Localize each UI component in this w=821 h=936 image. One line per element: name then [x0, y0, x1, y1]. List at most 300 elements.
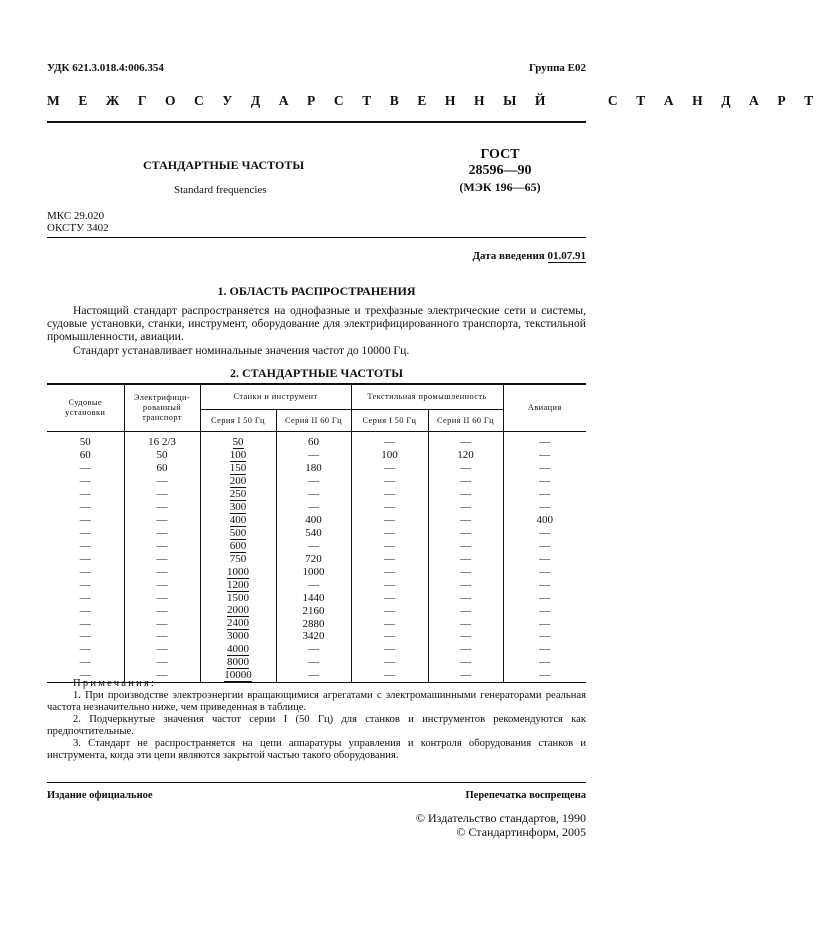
cell-textile-series2	[428, 566, 503, 579]
iec-reference: (МЭК 196—65)	[459, 180, 541, 194]
cell-aviation	[503, 540, 586, 553]
cell-machines-series2	[276, 566, 351, 579]
header-textile-series1: Серия I 50 Гц	[351, 410, 428, 432]
cell-textile-series2	[428, 540, 503, 553]
cell-machines-series1	[200, 630, 276, 643]
cell-machines-series2-value: 540	[305, 527, 322, 540]
cell-textile-series1-value: —	[384, 565, 395, 578]
cell-textile-series2	[428, 579, 503, 592]
cell-transport-value: —	[156, 591, 168, 604]
cell-textile-series2-value: —	[460, 656, 471, 669]
cell-machines-series1-value: 2000	[227, 604, 249, 617]
cell-textile-series2	[428, 604, 503, 617]
cell-textile-series1	[351, 462, 428, 475]
table-row	[47, 432, 586, 450]
cell-machines-series1-value: 3000	[227, 630, 249, 643]
cell-machines-series1-value: 10000	[224, 669, 252, 682]
cell-ship	[47, 553, 124, 566]
cell-machines-series2	[276, 432, 351, 450]
cell-machines-series1	[200, 553, 276, 566]
table-row	[47, 488, 586, 501]
cell-transport-value: 60	[156, 462, 168, 475]
cell-textile-series1	[351, 592, 428, 605]
cell-ship-value: 60	[79, 449, 91, 462]
cell-machines-series2	[276, 449, 351, 462]
cell-textile-series1-value: —	[384, 604, 395, 617]
cell-textile-series1	[351, 432, 428, 450]
cell-ship	[47, 449, 124, 462]
cell-textile-series2	[428, 592, 503, 605]
cell-textile-series2	[428, 462, 503, 475]
cell-textile-series2-value: —	[460, 643, 471, 656]
note-item: 2. Подчеркнутые значения частот серии I (50 Гц) для станков и инструментов рекомендуются как предпочтительные.	[47, 714, 586, 737]
section2-heading: 2. СТАНДАРТНЫЕ ЧАСТОТЫ	[229, 366, 404, 380]
cell-textile-series1	[351, 501, 428, 514]
cell-textile-series2-value: —	[460, 669, 471, 682]
cell-textile-series2-value: —	[460, 475, 471, 488]
cell-transport-value: —	[156, 617, 168, 630]
cell-textile-series1	[351, 540, 428, 553]
cell-machines-series1	[200, 540, 276, 553]
cell-aviation-value: 400	[536, 514, 553, 527]
cell-aviation-value: —	[539, 578, 551, 591]
udk-code: УДК 621.3.018.4:006.354	[47, 62, 164, 74]
cell-machines-series2-value: 720	[305, 553, 322, 565]
cell-aviation-value: —	[539, 488, 551, 501]
table-row	[47, 630, 586, 643]
table-row	[47, 604, 586, 617]
cell-transport	[124, 592, 200, 605]
cell-machines-series2-value: 1000	[302, 565, 325, 578]
cell-transport-value: —	[156, 540, 168, 553]
cell-machines-series1-value: 4000	[227, 643, 249, 656]
cell-textile-series1	[351, 488, 428, 501]
cell-textile-series2-value: —	[460, 553, 471, 565]
cell-transport	[124, 579, 200, 592]
cell-ship	[47, 592, 124, 605]
cell-machines-series1-value: 8000	[227, 656, 249, 669]
cell-machines-series2	[276, 656, 351, 669]
gost-label: ГОСТ	[480, 147, 520, 162]
cell-machines-series1-value: 1500	[227, 591, 249, 604]
cell-machines-series1-value: 200	[229, 475, 247, 487]
cell-ship	[47, 540, 124, 553]
cell-aviation	[503, 566, 586, 579]
cell-machines-series2	[276, 540, 351, 553]
cell-ship-value: —	[79, 591, 91, 604]
cell-aviation-value: —	[539, 656, 551, 669]
header-machines-series2: Серия II 60 Гц	[276, 410, 351, 432]
cell-transport-value: —	[156, 669, 168, 682]
table-row	[47, 527, 586, 540]
cell-aviation-value: —	[539, 604, 551, 617]
cell-machines-series1	[200, 501, 276, 514]
cell-machines-series2-value: 60	[308, 436, 319, 449]
standard-type-banner: М Е Ж Г О С У Д А Р С Т В Е Н Н Ы Й С Т А Н Д А Р Т	[47, 93, 821, 108]
cell-ship	[47, 566, 124, 579]
header-textile: Текстильная промышленность	[351, 384, 503, 410]
section1-body	[47, 304, 586, 357]
cell-machines-series1-value: 1200	[227, 578, 249, 591]
cell-transport-value: —	[156, 501, 168, 514]
group-code: Группа Е02	[528, 62, 586, 74]
cell-textile-series2-value: —	[460, 591, 471, 604]
cell-textile-series1	[351, 514, 428, 527]
cell-textile-series1-value: —	[384, 656, 395, 669]
cell-aviation-value: —	[539, 617, 551, 630]
cell-transport	[124, 432, 200, 450]
cell-aviation-value: —	[539, 501, 551, 514]
cell-transport-value: —	[156, 527, 168, 540]
cell-aviation	[503, 656, 586, 669]
cell-ship	[47, 630, 124, 643]
table-row	[47, 643, 586, 656]
oksty-code: ОКСТУ 3402	[47, 222, 109, 234]
notes	[47, 678, 586, 762]
cell-textile-series2-value: 120	[457, 449, 474, 462]
cell-aviation	[503, 514, 586, 527]
cell-aviation	[503, 604, 586, 617]
cell-textile-series1-value: —	[384, 527, 395, 540]
cell-textile-series2	[428, 488, 503, 501]
cell-machines-series1	[200, 488, 276, 501]
cell-ship-value: —	[79, 514, 91, 527]
cell-textile-series1	[351, 527, 428, 540]
cell-ship	[47, 462, 124, 475]
cell-transport	[124, 566, 200, 579]
cell-ship	[47, 475, 124, 488]
cell-ship	[47, 514, 124, 527]
cell-textile-series2-value: —	[460, 527, 471, 540]
cell-transport-value: —	[156, 656, 168, 669]
cell-textile-series1-value: —	[384, 501, 395, 514]
cell-textile-series1	[351, 630, 428, 643]
cell-ship-value: —	[79, 656, 91, 669]
cell-aviation-value: —	[539, 475, 551, 488]
cell-ship-value: —	[79, 475, 91, 488]
note-item: 3. Стандарт не распространяется на цепи аппаратуры управления и контроля оборудования станков и инструмента, когда эти цепи являются закрытой частью такого оборудования.	[47, 738, 586, 761]
cell-machines-series1	[200, 656, 276, 669]
cell-aviation-value: —	[539, 462, 551, 475]
section1-paragraph: Настоящий стандарт распространяется на однофазные и трехфазные электрические сети и системы, судовые установки, станки, инструмент, оборудование для электрифицированного транспорта, текстильной промышленности, авиации.	[47, 304, 586, 344]
cell-aviation	[503, 617, 586, 630]
cell-textile-series2-value: —	[460, 565, 471, 578]
cell-machines-series1	[200, 527, 276, 540]
header-transport: Электрифици-рованный транспорт	[124, 384, 200, 432]
cell-ship-value: —	[79, 462, 91, 475]
cell-ship	[47, 643, 124, 656]
cell-transport-value: —	[156, 643, 168, 656]
cell-aviation-value: —	[539, 630, 551, 643]
cell-textile-series2	[428, 643, 503, 656]
cell-ship-value: —	[79, 501, 91, 514]
cell-machines-series2	[276, 604, 351, 617]
cell-transport	[124, 475, 200, 488]
cell-transport-value: —	[156, 475, 168, 488]
table-row	[47, 592, 586, 605]
cell-textile-series1	[351, 579, 428, 592]
cell-textile-series1-value: —	[384, 630, 395, 643]
cell-ship-value: —	[79, 488, 91, 501]
cell-textile-series1	[351, 643, 428, 656]
cell-aviation-value: —	[539, 553, 551, 565]
cell-machines-series1	[200, 449, 276, 462]
cell-transport	[124, 656, 200, 669]
cell-textile-series1	[351, 656, 428, 669]
table-row	[47, 514, 586, 527]
cell-textile-series2-value: —	[460, 462, 471, 475]
cell-aviation	[503, 475, 586, 488]
cell-aviation	[503, 592, 586, 605]
cell-machines-series2	[276, 475, 351, 488]
cell-textile-series2	[428, 475, 503, 488]
table-row	[47, 462, 586, 475]
cell-aviation-value: —	[539, 643, 551, 656]
intro-date	[472, 250, 586, 262]
cell-aviation	[503, 643, 586, 656]
cell-machines-series1	[200, 604, 276, 617]
title-rule	[47, 237, 586, 238]
cell-machines-series2	[276, 514, 351, 527]
cell-textile-series1-value: —	[384, 514, 395, 527]
note-item: 1. При производстве электроэнергии вращающимися агрегатами с электромашинными генераторами реальная частота незначительно ниже, чем приведенная в таблице.	[47, 690, 586, 713]
cell-aviation	[503, 579, 586, 592]
cell-textile-series2-value: —	[460, 604, 471, 617]
cell-textile-series1	[351, 566, 428, 579]
cell-textile-series1	[351, 449, 428, 462]
cell-textile-series1-value: —	[384, 488, 395, 501]
cell-transport-value: —	[156, 578, 168, 591]
cell-ship	[47, 527, 124, 540]
cell-aviation-value: —	[539, 527, 551, 540]
cell-aviation	[503, 630, 586, 643]
cell-textile-series1-value: —	[384, 578, 395, 591]
cell-machines-series2	[276, 617, 351, 630]
cell-machines-series1-value: 50	[232, 436, 244, 448]
cell-aviation-value: —	[539, 540, 551, 553]
cell-machines-series2	[276, 488, 351, 501]
notes-title: Примечания:	[73, 678, 157, 689]
cell-ship	[47, 432, 124, 450]
cell-transport	[124, 643, 200, 656]
cell-aviation	[503, 432, 586, 450]
cell-ship	[47, 617, 124, 630]
cell-machines-series2-value: 400	[305, 514, 322, 527]
cell-textile-series2-value: —	[460, 617, 471, 630]
cell-machines-series2-value: —	[308, 578, 319, 591]
table-row	[47, 475, 586, 488]
cell-transport-value: —	[156, 514, 168, 527]
intro-date-label: Дата введения	[472, 250, 545, 262]
table-row	[47, 553, 586, 566]
cell-textile-series2-value: —	[460, 514, 471, 527]
cell-ship-value: —	[79, 669, 91, 682]
cell-transport	[124, 462, 200, 475]
cell-transport	[124, 553, 200, 566]
cell-machines-series2-value: —	[308, 501, 319, 514]
cell-machines-series2-value: —	[308, 540, 319, 553]
cell-textile-series1	[351, 617, 428, 630]
cell-textile-series2-value: —	[460, 578, 471, 591]
cell-textile-series2	[428, 501, 503, 514]
cell-machines-series1-value: 750	[229, 553, 247, 565]
cell-ship	[47, 488, 124, 501]
cell-ship-value: —	[79, 540, 91, 553]
cell-textile-series2-value: —	[460, 436, 471, 449]
cell-machines-series2	[276, 527, 351, 540]
cell-transport	[124, 488, 200, 501]
cell-machines-series1-value: 1000	[227, 565, 249, 578]
cell-machines-series2	[276, 643, 351, 656]
cell-textile-series2-value: —	[460, 540, 471, 553]
cell-textile-series2	[428, 514, 503, 527]
cell-aviation-value: —	[539, 669, 551, 682]
cell-textile-series2	[428, 617, 503, 630]
intro-date-value: 01.07.91	[547, 250, 586, 262]
cell-machines-series1	[200, 579, 276, 592]
cell-machines-series1-value: 250	[229, 488, 247, 500]
header-textile-series2: Серия II 60 Гц	[428, 410, 503, 432]
footer-rule	[47, 782, 586, 783]
cell-aviation-value: —	[539, 565, 551, 578]
table-row	[47, 566, 586, 579]
header-rule	[47, 121, 586, 123]
cell-machines-series1	[200, 462, 276, 475]
table-row	[47, 579, 586, 592]
cell-machines-series1-value: 300	[229, 501, 247, 513]
cell-textile-series2	[428, 432, 503, 450]
cell-aviation-value: —	[539, 591, 551, 604]
cell-transport-value: —	[156, 488, 168, 501]
cell-textile-series1-value: —	[384, 617, 395, 630]
cell-textile-series1-value: 100	[381, 449, 398, 462]
cell-machines-series1-value: 600	[229, 540, 247, 552]
header-machines: Станки и инструмент	[200, 384, 351, 410]
cell-textile-series1-value: —	[384, 553, 395, 565]
cell-textile-series1-value: —	[384, 475, 395, 488]
cell-textile-series1-value: —	[384, 540, 395, 553]
cell-textile-series2	[428, 527, 503, 540]
cell-machines-series1	[200, 617, 276, 630]
cell-machines-series1	[200, 475, 276, 488]
cell-transport-value: —	[156, 565, 168, 578]
cell-machines-series2	[276, 553, 351, 566]
header-ship: Судовые установки	[47, 384, 124, 432]
cell-machines-series2	[276, 579, 351, 592]
cell-machines-series1	[200, 514, 276, 527]
cell-textile-series2	[428, 656, 503, 669]
cell-machines-series2-value: —	[308, 643, 319, 656]
header-aviation: Авиация	[503, 384, 586, 432]
cell-machines-series1-value: 2400	[227, 617, 249, 630]
cell-ship-value: —	[79, 643, 91, 656]
cell-textile-series2-value: —	[460, 501, 471, 514]
cell-machines-series2-value: 180	[305, 462, 322, 475]
official-edition: Издание официальное	[47, 790, 153, 801]
cell-machines-series2-value: —	[308, 669, 319, 682]
table-row	[47, 656, 586, 669]
title-ru: СТАНДАРТНЫЕ ЧАСТОТЫ	[143, 158, 305, 172]
cell-transport	[124, 630, 200, 643]
mks-code: МКС 29.020	[47, 210, 105, 222]
cell-transport	[124, 527, 200, 540]
cell-ship-value: —	[79, 604, 91, 617]
cell-transport-value: —	[156, 604, 168, 617]
cell-textile-series1-value: —	[384, 591, 395, 604]
frequency-table-body	[47, 432, 586, 683]
cell-aviation	[503, 553, 586, 566]
cell-machines-series2-value: —	[308, 475, 319, 488]
cell-aviation	[503, 501, 586, 514]
cell-textile-series1	[351, 604, 428, 617]
cell-transport-value: 16 2/3	[148, 436, 176, 449]
cell-aviation-value: —	[539, 449, 551, 462]
table-row	[47, 501, 586, 514]
cell-ship-value: —	[79, 578, 91, 591]
reprint-prohibited: Перепечатка воспрещена	[465, 790, 586, 801]
cell-textile-series1-value: —	[384, 436, 395, 449]
cell-machines-series1	[200, 566, 276, 579]
cell-textile-series2	[428, 630, 503, 643]
cell-transport	[124, 540, 200, 553]
cell-textile-series1	[351, 475, 428, 488]
cell-textile-series1-value: —	[384, 462, 395, 475]
section1-heading: 1. ОБЛАСТЬ РАСПРОСТРАНЕНИЯ	[217, 284, 416, 298]
cell-machines-series1-value: 100	[229, 449, 247, 461]
frequency-table	[47, 383, 586, 683]
cell-ship	[47, 656, 124, 669]
cell-machines-series2-value: —	[308, 656, 319, 669]
cell-machines-series2	[276, 462, 351, 475]
cell-machines-series2	[276, 592, 351, 605]
title-en: Standard frequencies	[174, 184, 267, 196]
cell-textile-series2-value: —	[460, 488, 471, 501]
cell-transport	[124, 617, 200, 630]
table-row	[47, 449, 586, 462]
copyright-standartinform: © Стандартинформ, 2005	[456, 825, 586, 839]
section1-paragraph: Стандарт устанавливает номинальные значения частот до 10000 Гц.	[73, 343, 410, 357]
cell-ship-value: —	[79, 553, 91, 565]
cell-aviation	[503, 462, 586, 475]
cell-ship-value: —	[79, 527, 91, 540]
cell-machines-series2-value: 2160	[302, 604, 325, 617]
cell-textile-series1-value: —	[384, 643, 395, 656]
cell-textile-series1-value: —	[384, 669, 395, 682]
cell-ship-value: —	[79, 630, 91, 643]
cell-machines-series1	[200, 592, 276, 605]
cell-ship	[47, 604, 124, 617]
cell-ship-value: —	[79, 565, 91, 578]
cell-transport-value: —	[156, 630, 168, 643]
gost-number: 28596—90	[468, 163, 532, 178]
cell-machines-series1	[200, 643, 276, 656]
cell-aviation	[503, 527, 586, 540]
cell-textile-series2	[428, 553, 503, 566]
cell-ship-value: 50	[79, 436, 91, 449]
cell-transport	[124, 514, 200, 527]
cell-machines-series1-value: 150	[229, 462, 247, 474]
cell-transport	[124, 604, 200, 617]
cell-transport	[124, 501, 200, 514]
cell-machines-series2-value: 3420	[302, 630, 325, 643]
cell-machines-series2-value: 1440	[302, 591, 325, 604]
cell-machines-series1-value: 400	[229, 514, 247, 526]
cell-ship	[47, 579, 124, 592]
copyright-publisher: © Издательство стандартов, 1990	[415, 811, 586, 825]
cell-aviation	[503, 488, 586, 501]
cell-machines-series1-value: 500	[229, 527, 247, 539]
cell-transport	[124, 449, 200, 462]
